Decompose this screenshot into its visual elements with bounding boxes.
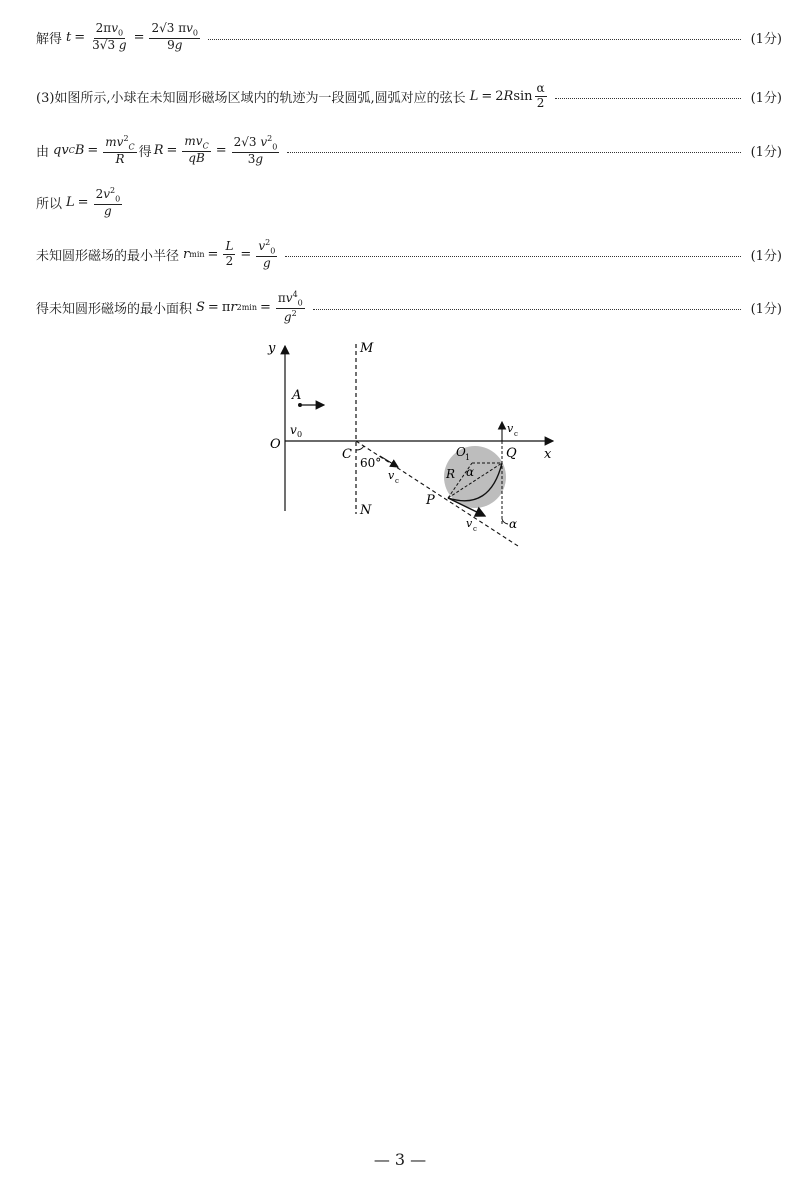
label-m: M xyxy=(360,341,374,356)
fraction: $\frac{2\pi v_0}{3√3 g}$ xyxy=(92,21,127,52)
label-n: N xyxy=(360,503,372,518)
label-q: Q xyxy=(506,446,517,461)
label-alpha-inner: α xyxy=(466,465,475,479)
fraction: $\frac{mv^2_C}{R}$ xyxy=(105,134,135,166)
vc-arrow-c xyxy=(380,456,398,467)
score-label: (1分) xyxy=(750,144,782,160)
alpha-arc xyxy=(502,519,508,524)
dot-leader xyxy=(285,256,740,257)
equation-line-3: 由 qv C B = $\frac{mv^2_C}{R}$ 得 R = $\frac{mv_C}{qB}$ = $\frac{2√3 v^2_0}{3g}$ (1分) xyxy=(36,134,782,166)
physics-diagram xyxy=(250,336,570,551)
fraction: $\frac{2√3 v^2_0}{3g}$ xyxy=(233,134,278,166)
dot-leader xyxy=(208,39,741,40)
score-label: (1分) xyxy=(750,248,782,264)
label-vc-p: v xyxy=(466,517,473,530)
label-p: P xyxy=(426,493,435,508)
label-o1-sub: 1 xyxy=(465,453,471,462)
label-x: x xyxy=(544,447,552,462)
point-a xyxy=(298,403,302,407)
fraction: $\frac{mv_C}{qB}$ xyxy=(184,134,209,165)
line-lead: 所以 xyxy=(36,196,63,212)
line-lead: 由 xyxy=(36,144,50,160)
page-number: — 3 — xyxy=(373,1150,427,1169)
label-r: R xyxy=(446,467,456,481)
line-lead: 解得 xyxy=(36,31,63,47)
line-lead: 得未知圆形磁场的最小面积 xyxy=(36,301,193,317)
label-vc-q-sub: c xyxy=(514,430,518,438)
equation-line-5: 未知圆形磁场的最小半径 r min = $\frac{L}{2}$ = $\frac{v^2_0}{g}$ (1分) xyxy=(36,238,782,270)
fraction: $\frac{2√3 \pi v_0}{9g}$ xyxy=(151,21,198,52)
line-lead: (3)如图所示,小球在未知圆形磁场区域内的轨迹为一段圆弧,圆弧对应的弦长 xyxy=(36,90,466,106)
fraction: $\frac{v^2_0}{g}$ xyxy=(258,238,276,270)
line-lead: 未知圆形磁场的最小半径 xyxy=(36,248,180,264)
label-v0: v xyxy=(290,423,297,437)
label-y: y xyxy=(268,341,276,356)
line-mid: 得 xyxy=(138,144,152,160)
dot-leader xyxy=(287,152,740,153)
equation-line-1: 解得 t = $\frac{2\pi v_0}{3√3 g}$ = $\frac{2√3 \pi v_0}{9g}$ (1分) xyxy=(36,21,782,52)
score-label: (1分) xyxy=(750,301,782,317)
equation-line-4: 所以 L = $\frac{2v^2_0}{g}$ xyxy=(36,186,121,218)
equation-line-2: (3)如图所示,小球在未知圆形磁场区域内的轨迹为一段圆弧,圆弧对应的弦长 L = 2 R sin $\frac{\alpha}{2}$ (1分) xyxy=(36,81,782,110)
dot-leader xyxy=(313,309,741,310)
label-a: A xyxy=(292,388,302,403)
label-o: O xyxy=(270,437,281,452)
fraction: $\frac{L}{2}$ xyxy=(225,238,234,268)
label-o1: O xyxy=(456,445,466,459)
equation-line-6: 得未知圆形磁场的最小面积 S = π r 2 min = $\frac{\pi v^4_0}{g^2}$ (1分) xyxy=(36,290,782,324)
fraction: $\frac{2v^2_0}{g}$ xyxy=(95,186,121,218)
label-vc-p-sub: c xyxy=(473,525,477,533)
fraction: $\frac{\alpha}{2}$ xyxy=(536,81,545,110)
fraction: $\frac{\pi v^4_0}{g^2}$ xyxy=(277,290,303,324)
label-vc-c: v xyxy=(388,469,395,482)
dot-leader xyxy=(555,98,741,99)
score-label: (1分) xyxy=(750,31,782,47)
label-angle: 60° xyxy=(360,456,382,470)
label-c: C xyxy=(342,447,352,462)
label-vc-c-sub: c xyxy=(395,477,399,485)
label-vc-q: v xyxy=(507,422,514,435)
label-alpha-outer: α xyxy=(509,517,518,531)
label-v0-sub: 0 xyxy=(297,430,303,439)
score-label: (1分) xyxy=(750,90,782,106)
angle-arc xyxy=(356,446,364,450)
